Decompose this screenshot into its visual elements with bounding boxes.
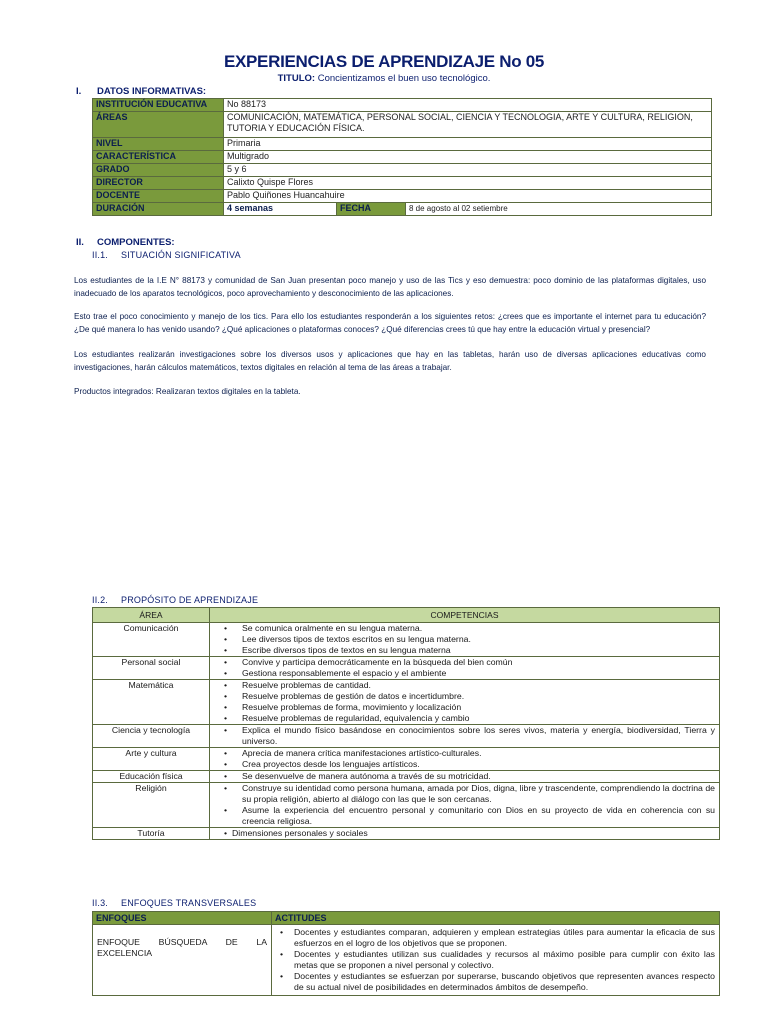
table-row [93,748,720,771]
productos-integrados: Productos integrados: Realizaran textos digitales en la tableta. [74,387,301,396]
sub3-number: II.3. [92,898,109,908]
value-director: Calixto Quispe Flores [224,177,712,190]
proposito-header-row [93,608,720,623]
table-row [93,828,720,840]
row-director [93,177,712,190]
table-row [93,771,720,783]
area-tutoria: Tutoría [93,828,210,840]
document-title: EXPERIENCIAS DE APRENDIZAJE No 05 [223,52,545,71]
row-caracteristica [93,151,712,164]
situacion-paragraph-1: Los estudiantes de la I.E N° 88173 y comunidad de San Juan presentan poco manejo y uso de las Tics y eso demuestra: poco dominio de las plataformas digitales, uso inadecuado de los aparatos tecnológicos, poco aprovechamiento y desconocimiento de las aplicaciones. [74,276,706,298]
list-item: • Resuelve problemas de forma, movimiento y localización [214,702,715,713]
label-nivel: NIVEL [93,138,224,151]
label-grado: GRADO [93,164,224,177]
list-item: • Gestiona responsablemente el espacio y el ambiente [214,668,715,679]
table-row [93,925,720,996]
subtitle-label: TITULO: [277,73,316,84]
enfoques-table [92,911,720,996]
area-arte: Arte y cultura [93,748,210,771]
area-ciencia: Ciencia y tecnología [93,725,210,748]
subtitle-value: Concientizamos el buen uso tecnológico. [317,73,491,84]
table-row [93,680,720,725]
label-duracion: DURACIÓN [93,203,224,216]
datos-informativos-table [92,98,712,216]
enfoque-excelencia: ENFOQUE BÚSQUEDA DE LA EXCELENCIA [93,925,272,996]
list-item: • Crea proyectos desde los lenguajes artísticos. [214,759,715,770]
table-row [93,657,720,680]
label-fecha: FECHA [337,203,406,216]
list-item: • Explica el mundo físico basándose en conocimientos sobre los seres vivos, materia y energía, biodiversidad, Tierra y universo. [214,725,715,747]
col-header-area: ÁREA [93,608,210,623]
document-subtitle [0,73,768,84]
sub2-number: II.2. [92,595,109,605]
list-item: • Se desenvuelve de manera autónoma a través de su motricidad. [214,771,715,782]
list-item: • Asume la experiencia del encuentro personal y comunitario con Dios en su proyecto de vida en coherencia con su creencia religiosa. [214,805,715,827]
value-fecha: 8 de agosto al 02 setiembre [406,203,712,216]
value-caracteristica: Multigrado [224,151,712,164]
row-areas [93,112,712,138]
list-item: • Docentes y estudiantes se esfuerzan por superarse, buscando objetivos que representen avances respecto de su actual nivel de posibilidades en determinados ámbitos de desempeño. [276,971,715,993]
row-grado [93,164,712,177]
label-docente: DOCENTE [93,190,224,203]
list-item: • Escribe diversos tipos de textos en su lengua materna [214,645,715,656]
value-duracion: 4 semanas [224,203,337,216]
list-item: • Docentes y estudiantes utilizan sus cualidades y recursos al máximo posible para cumplir con éxito las metas que se proponen a nivel personal y colectivo. [276,949,715,971]
row-institucion [93,99,712,112]
area-religion: Religión [93,783,210,828]
label-areas: ÁREAS [93,112,224,138]
value-institucion: No 88173 [224,99,712,112]
situacion-paragraph-2: Esto trae el poco conocimiento y manejo de los tics. Para ello los estudiantes responderán a los siguientes retos: ¿crees que es importante el internet para tu educación? ¿De qué manera lo has venido usando? ¿Qué aplicaciones o plataformas conoces? ¿Qué diferencias crees tú que hay entre la educación virtual y presencial? [74,312,706,334]
row-docente [93,190,712,203]
table-row [93,725,720,748]
table-row [93,623,720,657]
list-item: • Resuelve problemas de cantidad. [214,680,715,691]
list-item: • Convive y participa democráticamente en la búsqueda del bien común [214,657,715,668]
section1-number: I. [76,86,82,97]
enfoques-header-row [93,912,720,925]
value-areas: COMUNICACIÓN, MATEMÁTICA, PERSONAL SOCIAL, CIENCIA Y TECNOLOGIA, ARTE Y CULTURA, RELIGION, TUTORIA Y EDUCACIÓN FÍSICA. [224,112,712,138]
list-item: • Lee diversos tipos de textos escritos en su lengua materna. [214,634,715,645]
sub3-heading: ENFOQUES TRANSVERSALES [121,898,257,908]
list-item: • Resuelve problemas de gestión de datos e incertidumbre. [214,691,715,702]
section2-heading: COMPONENTES: [97,237,175,248]
col-header-competencias: COMPETENCIAS [210,608,720,623]
value-grado: 5 y 6 [224,164,712,177]
list-item: • Resuelve problemas de regularidad, equivalencia y cambio [214,713,715,724]
row-duracion [93,203,712,216]
row-nivel [93,138,712,151]
label-director: DIRECTOR [93,177,224,190]
list-item: • Dimensiones personales y sociales [214,828,715,839]
col-header-enfoques: ENFOQUES [93,912,272,925]
area-matematica: Matemática [93,680,210,725]
label-caracteristica: CARACTERÍSTICA [93,151,224,164]
col-header-actitudes: ACTITUDES [272,912,720,925]
list-item: • Construye su identidad como persona humana, amada por Dios, digna, libre y trascendente, comprendiendo la doctrina de su propia religión, abierto al diálogo con las que le son cercanas. [214,783,715,805]
value-nivel: Primaria [224,138,712,151]
sub1-number: II.1. [92,250,109,260]
list-item: • Aprecia de manera crítica manifestaciones artístico-culturales. [214,748,715,759]
area-personal-social: Personal social [93,657,210,680]
sub2-heading: PROPÓSITO DE APRENDIZAJE [121,595,259,605]
value-docente: Pablo Quiñones Huancahuire [224,190,712,203]
situacion-paragraph-3: Los estudiantes realizarán investigaciones sobre los diversos usos y aplicaciones que hay en las tabletas, harán uso de diversas aplicaciones educativas como investigaciones, harán cálculos matemáticos, textos digitales en relación al tema de las áreas a trabajar. [74,350,706,372]
list-item: • Docentes y estudiantes comparan, adquieren y emplean estrategias útiles para aumentar la eficacia de sus esfuerzos en el logro de los objetivos que se proponen. [276,927,715,949]
section1-heading: DATOS INFORMATIVAS: [97,86,207,97]
area-comunicacion: Comunicación [93,623,210,657]
section2-number: II. [76,237,84,248]
area-educacion-fisica: Educación física [93,771,210,783]
sub1-heading: SITUACIÓN SIGNIFICATIVA [121,250,241,260]
list-item: • Se comunica oralmente en su lengua materna. [214,623,715,634]
label-institucion: INSTITUCIÓN EDUCATIVA [93,99,224,112]
table-row [93,783,720,828]
proposito-table [92,607,720,840]
